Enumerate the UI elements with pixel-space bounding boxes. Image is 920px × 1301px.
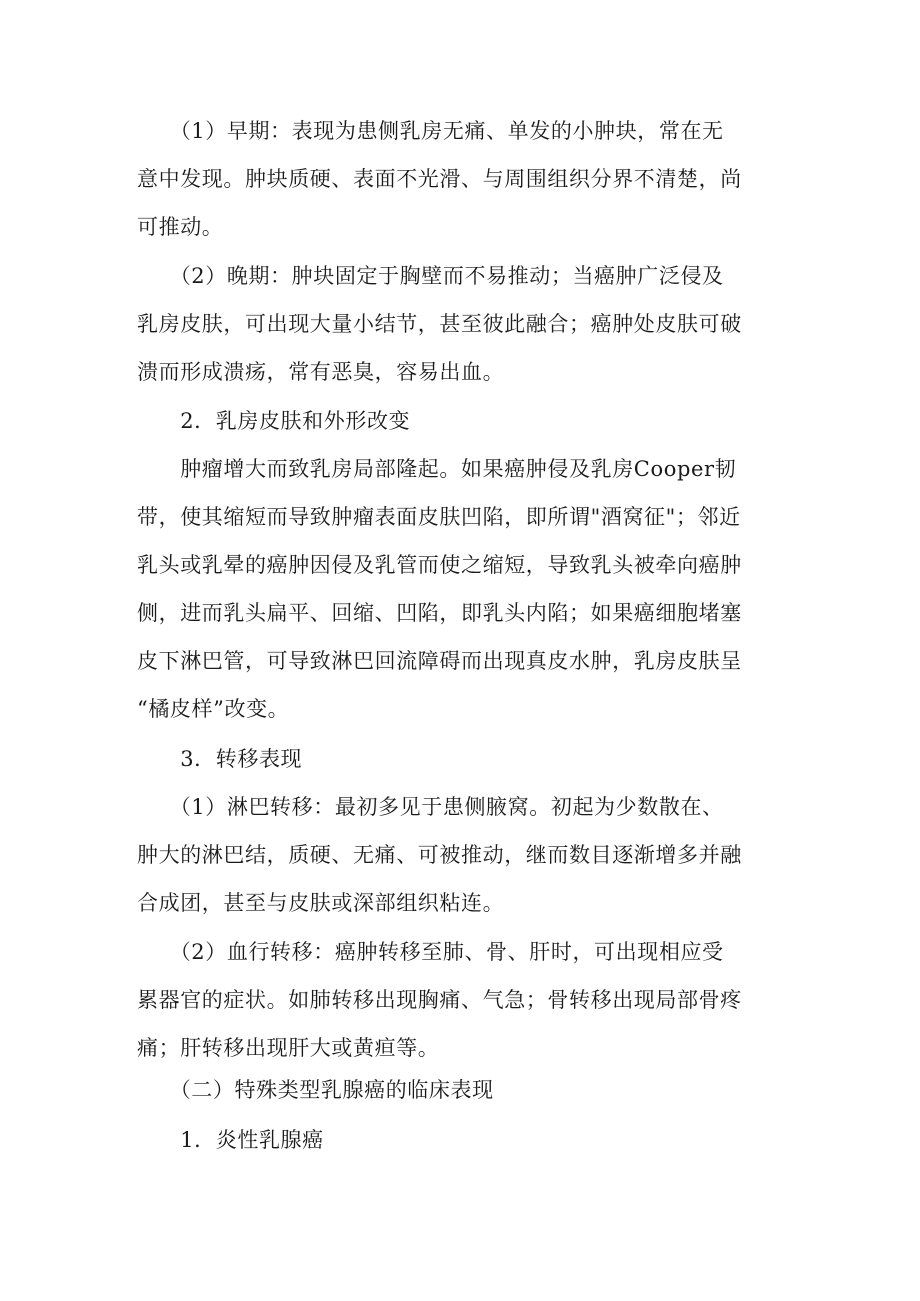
heading-text: （二）特殊类型乳腺癌的临床表现 bbox=[137, 1078, 494, 1102]
section-heading-skin-shape bbox=[137, 397, 809, 445]
section-heading-inflammatory bbox=[137, 1116, 809, 1164]
paragraph-lymph-metastasis bbox=[137, 783, 809, 927]
text-line: 痛；肝转移出现肝大或黄疸等。 bbox=[137, 1036, 440, 1060]
text-line: （1）淋巴转移：最初多见于患侧腋窝。初起为少数散在、 bbox=[137, 795, 724, 819]
text-line: （2）晚期：肿块固定于胸壁而不易推动；当癌肿广泛侵及 bbox=[137, 264, 724, 288]
text-line: （1）早期：表现为患侧乳房无痛、单发的小肿块，常在无 bbox=[137, 119, 724, 143]
text-line: 累器官的症状。如肺转移出现胸痛、气急；骨转移出现局部骨疼 bbox=[137, 988, 742, 1012]
text-line: （2）血行转移：癌肿转移至肺、骨、肝时，可出现相应受 bbox=[137, 940, 724, 964]
section-heading-special-types bbox=[137, 1066, 809, 1114]
heading-text: 2．乳房皮肤和外形改变 bbox=[137, 409, 411, 433]
text-line: 乳头或乳晕的癌肿因侵及乳管而使之缩短，导致乳头被牵向癌肿 bbox=[137, 553, 742, 577]
section-heading-metastasis bbox=[137, 735, 809, 783]
text-line: 肿大的淋巴结，质硬、无痛、可被推动，继而数目逐渐增多并融 bbox=[137, 843, 742, 867]
paragraph-blood-metastasis bbox=[137, 928, 809, 1072]
paragraph-skin-shape bbox=[137, 445, 809, 733]
text-line: 乳房皮肤，可出现大量小结节，甚至彼此融合；癌肿处皮肤可破 bbox=[137, 312, 742, 336]
heading-text: 1．炎性乳腺癌 bbox=[137, 1128, 324, 1152]
paragraph-early-stage bbox=[137, 107, 809, 251]
text-line: 皮下淋巴管，可导致淋巴回流障碍而出现真皮水肿，乳房皮肤呈 bbox=[137, 649, 742, 673]
text-line: “橘皮样”改变。 bbox=[137, 697, 290, 721]
paragraph-late-stage bbox=[137, 252, 809, 396]
text-line: 可推动。 bbox=[137, 215, 224, 239]
text-line: 意中发现。肿块质硬、表面不光滑、与周围组织分界不清楚，尚 bbox=[137, 167, 742, 191]
text-line: 带，使其缩短而导致肿瘤表面皮肤凹陷，即所谓"酒窝征"；邻近 bbox=[137, 505, 741, 529]
text-line: 合成团，甚至与皮肤或深部组织粘连。 bbox=[137, 891, 505, 915]
text-line: 肿瘤增大而致乳房局部隆起。如果癌肿侵及乳房Cooper韧 bbox=[137, 457, 737, 481]
heading-text: 3．转移表现 bbox=[137, 747, 303, 771]
text-line: 侧，进而乳头扁平、回缩、凹陷，即乳头内陷；如果癌细胞堵塞 bbox=[137, 601, 742, 625]
text-line: 溃而形成溃疡，常有恶臭，容易出血。 bbox=[137, 360, 505, 384]
